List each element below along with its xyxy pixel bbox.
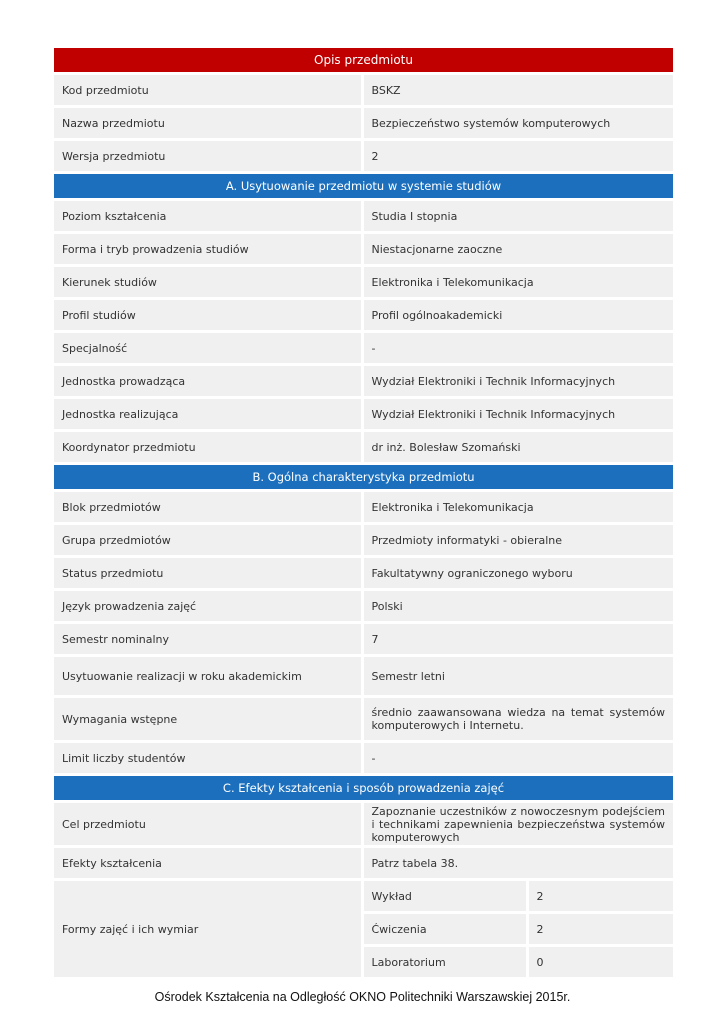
row-value: 2	[364, 141, 674, 174]
row-label: Wersja przedmiotu	[54, 141, 364, 174]
row-label: Semestr nominalny	[54, 624, 364, 657]
table-row	[54, 525, 673, 558]
table-row	[54, 366, 673, 399]
row-label: Blok przedmiotów	[54, 492, 364, 525]
page-footer: Ośrodek Kształcenia na Odległość OKNO Politechniki Warszawskiej 2015r.	[154, 990, 571, 1004]
row-value: Niestacjonarne zaoczne	[364, 234, 674, 267]
table-row	[54, 108, 673, 141]
table-row	[54, 267, 673, 300]
table-row	[54, 881, 673, 977]
row-label: Nazwa przedmiotu	[54, 108, 364, 141]
row-value: Bezpieczeństwo systemów komputerowych	[364, 108, 674, 141]
row-value: Studia I stopnia	[364, 201, 674, 234]
row-value: Fakultatywny ograniczonego wyboru	[364, 558, 674, 591]
row-value: Wydział Elektroniki i Technik Informacyjnych	[364, 366, 674, 399]
table-row	[54, 333, 673, 366]
table-title: Opis przedmiotu	[54, 48, 673, 75]
row-value: Elektronika i Telekomunikacja	[364, 267, 674, 300]
table-row	[54, 591, 673, 624]
form-hours: 2	[529, 881, 674, 914]
table-row	[54, 624, 673, 657]
row-value: średnio zaawansowana wiedza na temat systemów komputerowych i Internetu.	[364, 698, 674, 743]
forms-label: Formy zajęć i ich wymiar	[54, 881, 364, 977]
row-label: Cel przedmiotu	[54, 803, 364, 848]
row-label: Specjalność	[54, 333, 364, 366]
table-row	[54, 743, 673, 776]
row-label: Limit liczby studentów	[54, 743, 364, 776]
table-row	[54, 201, 673, 234]
row-label: Efekty kształcenia	[54, 848, 364, 881]
forms-row	[364, 914, 674, 947]
row-label: Język prowadzenia zajęć	[54, 591, 364, 624]
row-label: Kod przedmiotu	[54, 75, 364, 108]
table-row	[54, 698, 673, 743]
row-label: Status przedmiotu	[54, 558, 364, 591]
section-c-header: C. Efekty kształcenia i sposób prowadzenia zajęć	[54, 776, 673, 803]
row-value: BSKZ	[364, 75, 674, 108]
row-label: Usytuowanie realizacji w roku akademickim	[54, 657, 364, 698]
row-value: Profil ogólnoakademicki	[364, 300, 674, 333]
table-row	[54, 803, 673, 848]
table-row	[54, 492, 673, 525]
form-name: Wykład	[364, 881, 529, 914]
form-hours: 0	[529, 947, 674, 977]
row-value: Patrz tabela 38.	[364, 848, 674, 881]
table-row	[54, 432, 673, 465]
row-label: Profil studiów	[54, 300, 364, 333]
row-label: Jednostka prowadząca	[54, 366, 364, 399]
forms-subtable	[364, 881, 674, 977]
table-row	[54, 399, 673, 432]
form-hours: 2	[529, 914, 674, 947]
table-row	[54, 75, 673, 108]
row-label: Jednostka realizująca	[54, 399, 364, 432]
table-row	[54, 234, 673, 267]
row-value: Przedmioty informatyki - obieralne	[364, 525, 674, 558]
row-value: -	[364, 333, 674, 366]
row-value: 7	[364, 624, 674, 657]
table-row	[54, 848, 673, 881]
row-value: Wydział Elektroniki i Technik Informacyjnych	[364, 399, 674, 432]
table-row	[54, 657, 673, 698]
course-description-table	[54, 48, 673, 977]
row-value: -	[364, 743, 674, 776]
row-label: Poziom kształcenia	[54, 201, 364, 234]
form-name: Ćwiczenia	[364, 914, 529, 947]
section-b-header: B. Ogólna charakterystyka przedmiotu	[54, 465, 673, 492]
table-row	[54, 558, 673, 591]
section-a-header: A. Usytuowanie przedmiotu w systemie studiów	[54, 174, 673, 201]
row-label: Forma i tryb prowadzenia studiów	[54, 234, 364, 267]
table-row	[54, 141, 673, 174]
form-name: Laboratorium	[364, 947, 529, 977]
row-label: Grupa przedmiotów	[54, 525, 364, 558]
table-row	[54, 300, 673, 333]
row-value: Zapoznanie uczestników z nowoczesnym podejściem i technikami zapewnienia bezpieczeństwa systemów komputerowych	[364, 803, 674, 848]
row-value: Elektronika i Telekomunikacja	[364, 492, 674, 525]
row-label: Wymagania wstępne	[54, 698, 364, 743]
forms-row	[364, 881, 674, 914]
forms-cell	[364, 881, 674, 977]
forms-row	[364, 947, 674, 977]
row-label: Kierunek studiów	[54, 267, 364, 300]
row-label: Koordynator przedmiotu	[54, 432, 364, 465]
row-value: dr inż. Bolesław Szomański	[364, 432, 674, 465]
row-value: Polski	[364, 591, 674, 624]
row-value: Semestr letni	[364, 657, 674, 698]
